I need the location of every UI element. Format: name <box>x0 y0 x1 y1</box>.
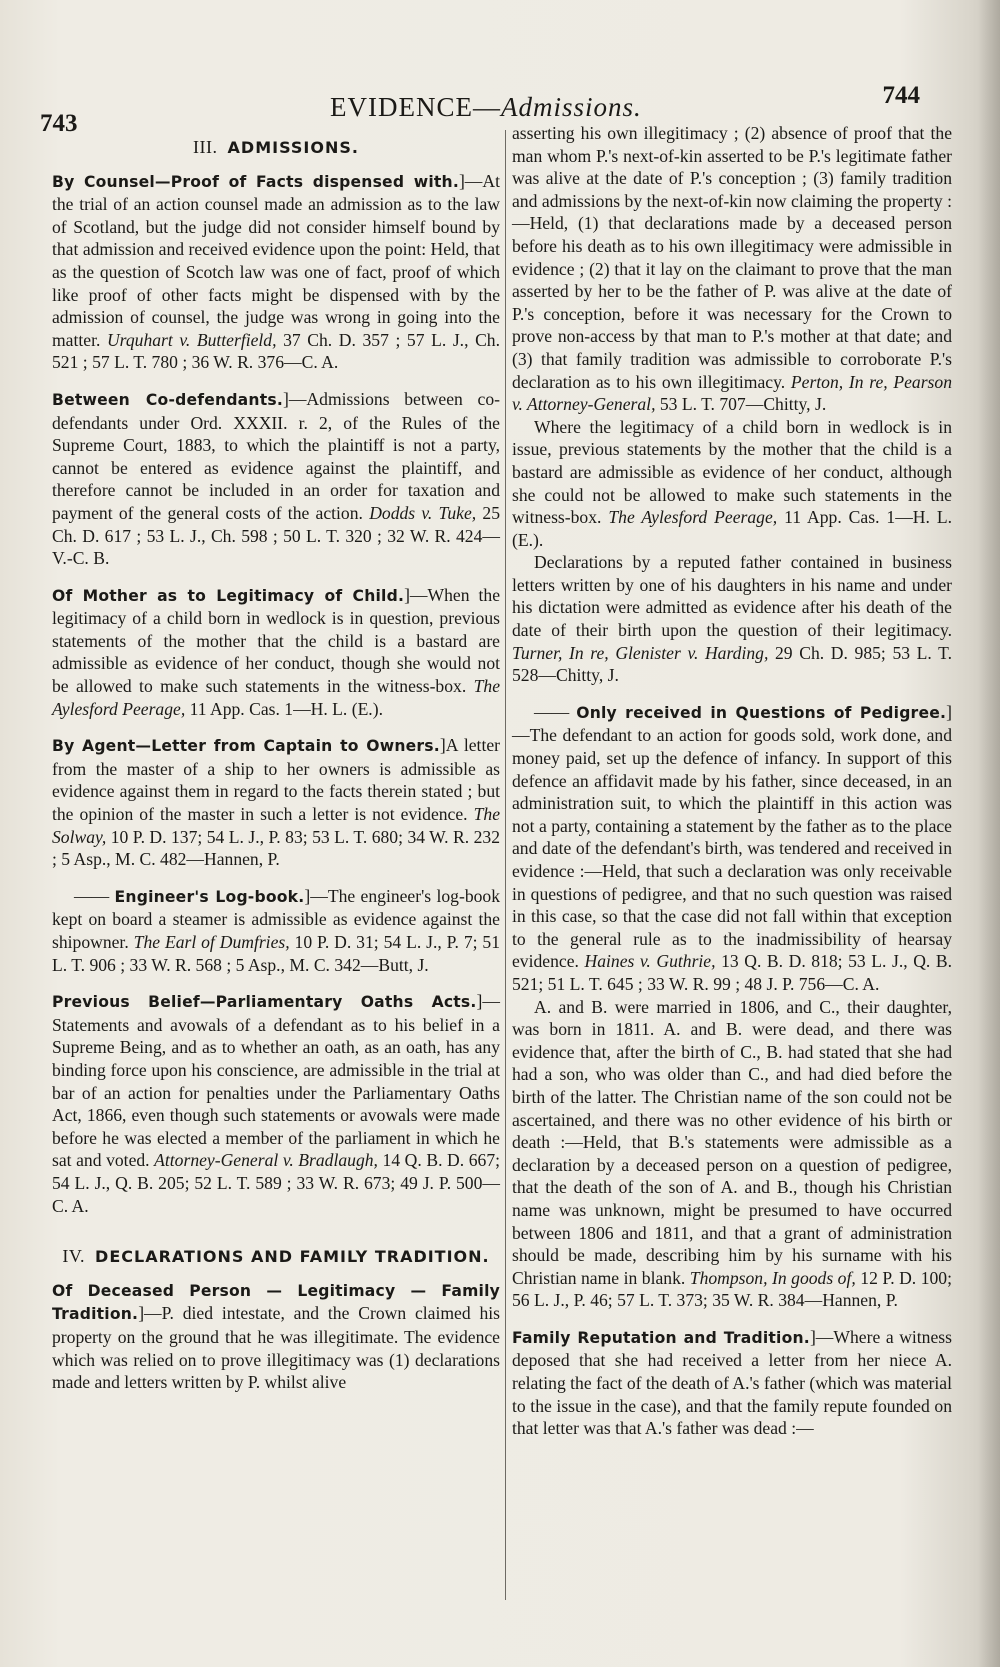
report-citation: 10 P. D. 137; 54 L. J., P. 83; 53 L. T. 680; 34 W. R. 232 ; 5 Asp., M. C. 482—Hannen, P. <box>52 826 500 870</box>
repeat-dash: —— <box>534 701 570 722</box>
entry-heading: Only received in Questions of Pedigree. <box>576 703 947 722</box>
report-citation: 13 Q. B. D. 818; 53 L. J., Q. B. 521; 51 L. T. 645 ; 33 W. R. 99 ; 48 J. P. 756—C. A. <box>512 951 953 994</box>
case-citation: Dodds v. Tuke, <box>369 502 477 523</box>
entry-text: ]—Where a witness deposed that she had received a letter from her niece A. relating the fact of the death of A.'s father (which was material to the issue in the case), and that the family repute founded on that letter was that A.'s father was dead :— <box>512 1326 952 1439</box>
case-citation: Perton, In re, Pearson v. Attorney-General, <box>512 371 952 415</box>
entry-of-mother <box>52 584 500 721</box>
section-number: III. <box>193 137 218 157</box>
report-citation: 29 Ch. D. 985; 53 L. T. 528—Chitty, J. <box>512 642 952 686</box>
section-title: DECLARATIONS AND FAMILY TRADITION. <box>95 1247 490 1267</box>
entry-reputed-father <box>512 551 952 687</box>
case-citation: The Earl of Dumfries, <box>133 932 290 952</box>
running-title-main: EVIDENCE— <box>330 92 501 122</box>
entry-text: ]—The defendant to an action for goods sold, work done, and money paid, set up the defence of infancy. In support of this defence an affidavit made by his father, since deceased, in an administration suit, to which the plaintiff in this action was not a party, containing a statement by the father as to the place and date of the defendant's birth, was tendered and received in evidence :—Held, that such a declaration was only receivable in questions of pedigree, and that no such question was raised in this case, so that the case did not fall within that exception to the general rule as to the inadmissibility of hearsay evidence. <box>512 701 952 972</box>
entry-heading: Engineer's Log-book. <box>114 887 305 906</box>
entry-of-deceased-person <box>52 1279 500 1394</box>
entry-previous-belief <box>52 990 500 1217</box>
section-number: IV. <box>62 1246 86 1267</box>
entry-continuation <box>512 122 952 416</box>
page-number-right: 744 <box>882 82 920 109</box>
entry-heading: Between Co-defendants. <box>52 390 283 409</box>
entry-questions-of-pedigree <box>512 701 952 996</box>
entry-heading: Of Mother as to Legitimacy of Child. <box>52 586 405 605</box>
section-title: ADMISSIONS. <box>227 138 359 157</box>
entry-married-1806 <box>512 996 952 1312</box>
left-column <box>52 130 500 1610</box>
entry-text: ]—When the legitimacy of a child born in wedlock is in question, previous statements of the mother that the child is a bastard are admissible as evidence of her conduct, though she would not be allowed to make such statements in the witness-box. <box>52 584 501 697</box>
report-citation: 14 Q. B. D. 667; 54 L. J., Q. B. 205; 52 L. T. 589 ; 33 W. R. 673; 49 J. P. 500—C. A. <box>52 1150 501 1216</box>
entry-text: ]A letter from the master of a ship to her owners is admissible as evidence against them in regard to the facts therein stated ; but the opinion of the master in such a letter is not evidence. <box>52 735 500 825</box>
entry-heading: Of Deceased Person — Legitimacy — Family Tradition. <box>52 1281 500 1324</box>
running-title <box>330 92 642 123</box>
entry-text: Declarations by a reputed father contained in business letters written by one of his daughters in his name and under his dictation were admitted as evidence after his death of the date of their birth upon the question of their legitimacy. <box>512 552 952 641</box>
entry-heading: Family Reputation and Tradition. <box>512 1328 810 1347</box>
column-rule <box>505 130 506 1600</box>
section-heading-declarations <box>52 1245 500 1269</box>
case-citation: Urquhart v. Butterfield, <box>106 329 277 350</box>
entry-text: ]—The engineer's log-book kept on board a steamer is admissible as evidence against the shipowner. <box>52 885 501 952</box>
entry-family-reputation <box>512 1326 952 1440</box>
report-citation: 11 App. Cas. 1—H. L. (E.). <box>185 698 383 719</box>
entry-text: ]—At the trial of an action counsel made an admission as to the law of Scotland, but the judge did not consider himself bound by that admission and received evidence upon the point: Held, that as the question of Scotch law was one of fact, proof of which like proof of other facts might be dispensed with by the admission of counsel, the judge was wrong in going into the matter. <box>52 170 500 350</box>
page-edge-shadow <box>978 0 1000 1667</box>
entry-heading: Previous Belief—Parliamentary Oaths Acts. <box>52 993 477 1012</box>
entry-heading: By Agent—Letter from Captain to Owners. <box>52 737 440 756</box>
entry-by-counsel <box>52 170 500 374</box>
report-citation: 12 P. D. 100; 56 L. J., P. 46; 57 L. T. 373; 35 W. R. 384—Hannen, P. <box>512 1267 952 1311</box>
section-heading-admissions <box>52 136 500 160</box>
entry-between-co-defendants <box>52 388 500 570</box>
entry-heading: By Counsel—Proof of Facts dispensed with. <box>52 172 459 191</box>
case-citation: Thompson, In goods of, <box>689 1267 856 1288</box>
case-citation: The Aylesford Peerage, <box>608 507 778 528</box>
running-header <box>40 76 920 137</box>
report-citation: 11 App. Cas. 1—H. L. (E.). <box>512 507 952 550</box>
case-citation: Turner, In re, Glenister v. Harding, <box>512 642 769 663</box>
report-citation: 25 Ch. D. 617 ; 53 L. J., Ch. 598 ; 50 L. T. 320 ; 32 W. R. 424—V.-C. B. <box>52 502 500 569</box>
repeat-dash: —— <box>74 885 110 906</box>
report-citation: 10 P. D. 31; 54 L. J., P. 7; 51 L. T. 906 ; 33 W. R. 568 ; 5 Asp., M. C. 342—Butt, J. <box>52 932 501 975</box>
entry-text: asserting his own illegitimacy ; (2) absence of proof that the man whom P.'s next-of-kin asserted to be P.'s legitimate father was alive at the date of P.'s conception ; (3) family tradition and admissions by the next-of-kin now claiming the property :—Held, (1) that declarations made by a deceased person before his death as to his own illegitimacy were admissible in evidence ; (2) that it lay on the claimant to prove that the man asserted by her to be the father of P. was alive at the date of P.'s conception, before it was necessary for the Crown to prove non-access by that man to P.'s mother at that date; and (3) that family tradition was admissible to corroborate P.'s declaration as to his own illegitimacy. <box>512 123 952 392</box>
entry-text: ]—Admissions between co-defendants under Ord. XXXII. r. 2, of the Rules of the Supreme Court, 1883, to which the plaintiff is not a party, cannot be entered as evidence against the plaintiff, and therefore cannot be included in an order for taxation and payment of the general costs of the action. <box>52 388 500 523</box>
entry-text: ]—P. died intestate, and the Crown claimed his property on the ground that he was illegitimate. The evidence which was relied on to prove illegitimacy was (1) declarations made and letters written by P. whilst alive <box>52 1303 500 1393</box>
entry-text: Where the legitimacy of a child born in wedlock is in issue, previous statements by the mother that the child is a bastard are admissible as evidence of her conduct, although she could not be allowed to make such statements in the witness-box. <box>512 416 952 528</box>
right-column <box>512 122 952 1602</box>
entry-text: ]—Statements and avowals of a defendant as to his belief in a Supreme Being, and as to whether an oath, as an oath, has any binding force upon his conscience, are admissible in the trial at bar of an action for penalties under the Parliamentary Oaths Act, 1866, even though such statements or avowals were made before he was elected a member of the parliament in which he sat and voted. <box>52 991 500 1171</box>
page-number-left: 743 <box>40 110 78 137</box>
case-citation: The Solway, <box>52 804 500 847</box>
running-title-italic: Admissions. <box>500 92 642 122</box>
entry-text: A. and B. were married in 1806, and C., their daughter, was born in 1811. A. and B. were dead, and there was evidence that, after the birth of C., B. had stated that she had had a son, who was older than C., and had died before the birth of the latter. The Christian name of the son could not be ascertained, and there was no other evidence of his birth or death :—Held, that B.'s statements were admissible as a declaration by a deceased person on a question of pedigree, that the death of the son of A. and B., though his Christian name was unknown, might be presumed to have occurred between 1806 and 1811, and that a grant of administration should be made, describing him by his surname with his Christian name in blank. <box>512 996 952 1288</box>
report-citation: 53 L. T. 707—Chitty, J. <box>655 394 827 415</box>
entry-engineers-log-book <box>52 885 500 976</box>
case-citation: Attorney-General v. Bradlaugh, <box>154 1150 378 1171</box>
case-citation: Haines v. Guthrie, <box>584 951 716 972</box>
entry-legitimacy-wedlock <box>512 416 952 552</box>
entry-by-agent <box>52 734 500 871</box>
case-citation: The Aylesford Peerage, <box>52 676 500 719</box>
report-citation: 37 Ch. D. 357 ; 57 L. J., Ch. 521 ; 57 L. T. 780 ; 36 W. R. 376—C. A. <box>52 329 500 373</box>
